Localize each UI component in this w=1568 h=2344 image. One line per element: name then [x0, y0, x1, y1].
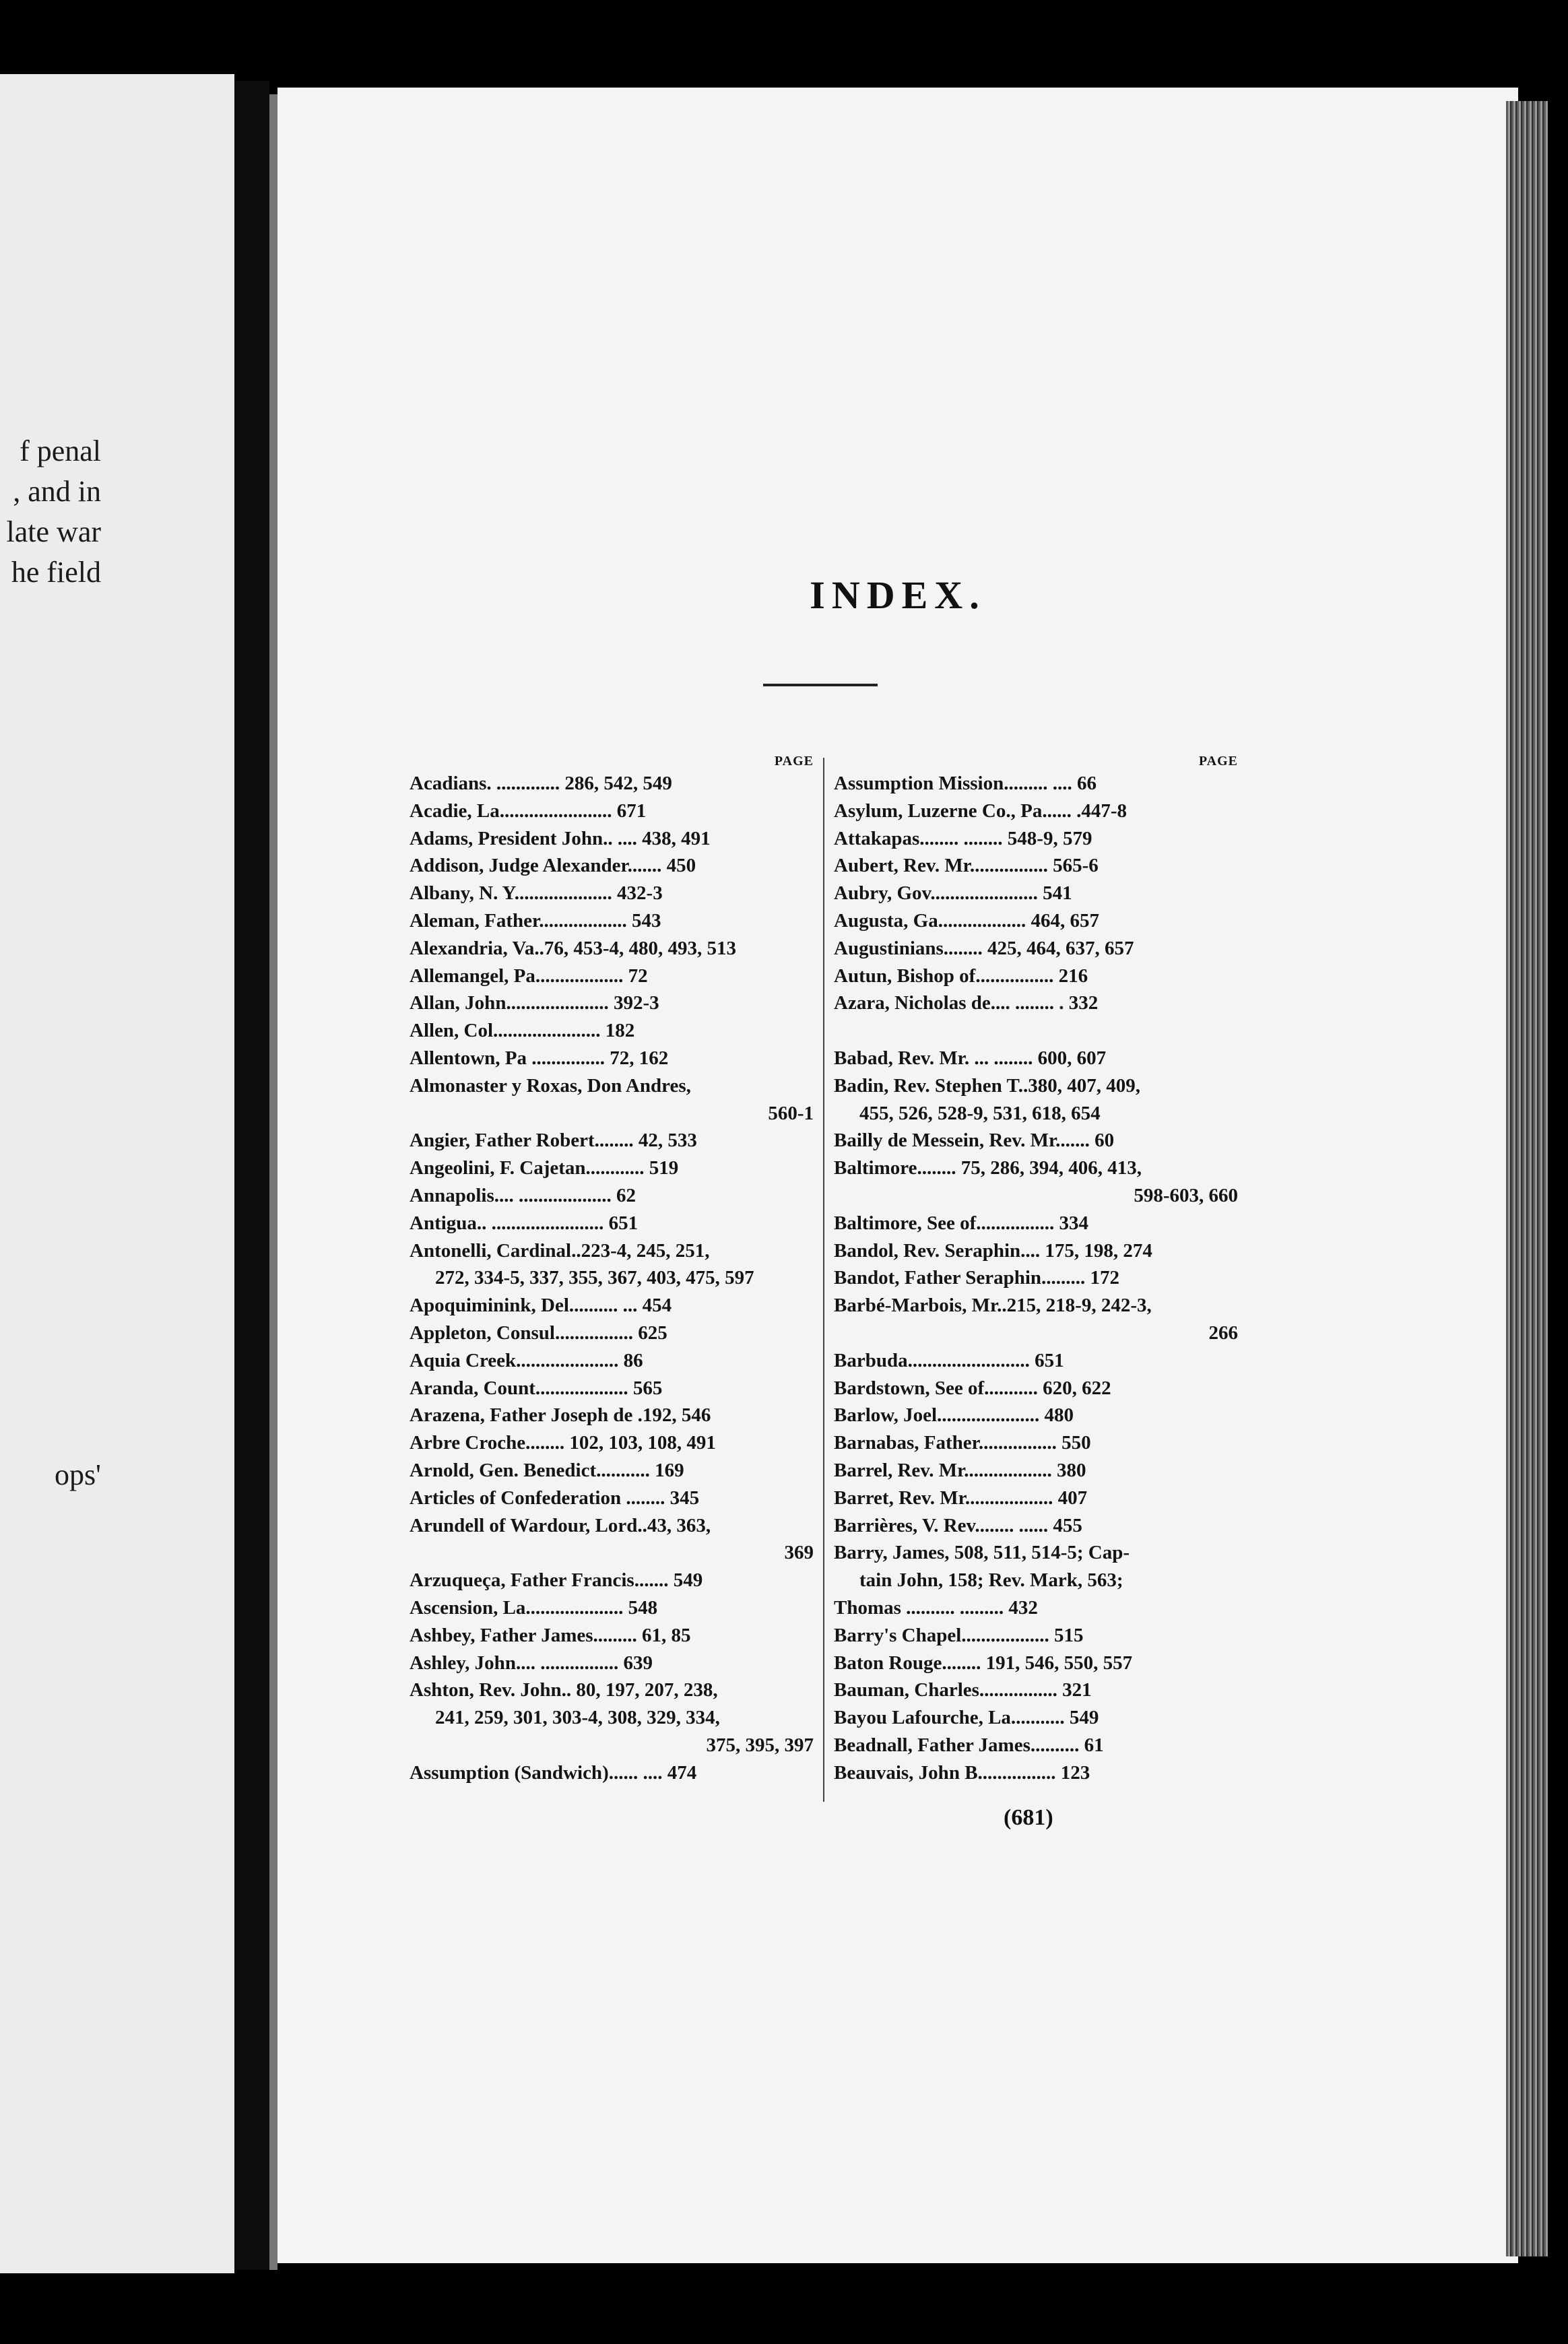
index-entry: Arbre Croche........ 102, 103, 108, 491	[410, 1432, 716, 1454]
index-entry: tain John, 158; Rev. Mark, 563;	[859, 1569, 1123, 1592]
index-entry: Adams, President John.. .... 438, 491	[410, 827, 711, 849]
index-entry: Albany, N. Y.................... 432-3	[410, 882, 663, 905]
index-entry: Bailly de Messein, Rev. Mr....... 60	[834, 1130, 1115, 1152]
column-divider	[823, 758, 824, 1802]
index-entry: Barbé-Marbois, Mr..215, 218-9, 242-3,	[834, 1295, 1152, 1317]
index-entries-right	[834, 770, 1238, 1786]
previous-page	[0, 74, 234, 2273]
index-entry: Asylum, Luzerne Co., Pa...... .447-8	[834, 800, 1127, 822]
index-entry: Appleton, Consul................ 625	[410, 1322, 667, 1344]
index-entry: Badin, Rev. Stephen T..380, 407, 409,	[834, 1074, 1140, 1097]
index-entry: Bardstown, See of........... 620, 622	[834, 1377, 1111, 1399]
index-entry: Autun, Bishop of................ 216	[834, 965, 1088, 987]
index-entry: Aranda, Count................... 565	[410, 1377, 663, 1399]
index-column-left	[410, 752, 814, 1786]
gutter-shadow	[269, 94, 277, 2270]
index-entry: Barnabas, Father................ 550	[834, 1432, 1091, 1454]
column-header: PAGE	[774, 754, 814, 769]
title-rule	[763, 684, 878, 686]
index-entry: Bayou Lafourche, La........... 549	[834, 1707, 1099, 1729]
index-entry: Bauman, Charles................ 321	[834, 1679, 1092, 1701]
page-edge	[1506, 101, 1548, 2256]
index-entry: Babad, Rev. Mr. ... ........ 600, 607	[834, 1047, 1107, 1069]
index-entry: Baltimore, See of................ 334	[834, 1212, 1089, 1234]
index-entry: Attakapas........ ........ 548-9, 579	[834, 827, 1092, 849]
index-entry: Barbuda......................... 651	[834, 1349, 1064, 1371]
index-entry: Apoquiminink, Del.......... ... 454	[410, 1295, 672, 1317]
index-entry: Almonaster y Roxas, Don Andres,	[410, 1074, 691, 1097]
index-entry: Acadie, La....................... 671	[410, 800, 647, 822]
index-entry: Ashton, Rev. John.. 80, 197, 207, 238,	[410, 1679, 718, 1701]
index-entry: Allentown, Pa ............... 72, 162	[410, 1047, 669, 1069]
previous-page-fragment: he field	[11, 556, 101, 589]
index-entry: Annapolis.... ................... 62	[410, 1184, 636, 1206]
index-entry: Assumption (Sandwich)...... .... 474	[410, 1761, 697, 1784]
index-entry: Allen, Col...................... 182	[410, 1020, 635, 1042]
index-entry: Arnold, Gen. Benedict........... 169	[410, 1459, 684, 1481]
index-entry: 241, 259, 301, 303-4, 308, 329, 334,	[435, 1707, 720, 1729]
index-entry: Arundell of Wardour, Lord..43, 363,	[410, 1514, 711, 1536]
index-entry: Ashbey, Father James......... 61, 85	[410, 1624, 691, 1646]
index-entry: Arazena, Father Joseph de .192, 546	[410, 1404, 711, 1427]
index-entry: Ashley, John.... ................ 639	[410, 1652, 653, 1674]
index-entry: Aquia Creek..................... 86	[410, 1349, 643, 1371]
index-entry: Antigua.. ....................... 651	[410, 1212, 639, 1234]
index-entry: Barry, James, 508, 511, 514-5; Cap-	[834, 1542, 1130, 1564]
index-entry: Aubry, Gov...................... 541	[834, 882, 1072, 905]
index-entry: 598-603, 660	[1134, 1184, 1238, 1206]
previous-page-fragment: , and in	[13, 475, 101, 508]
index-entry: Barrières, V. Rev........ ...... 455	[834, 1514, 1082, 1536]
index-entry: Barrel, Rev. Mr.................. 380	[834, 1459, 1086, 1481]
previous-page-fragment: ops'	[54, 1458, 101, 1491]
index-entry: Thomas .......... ......... 432	[834, 1596, 1038, 1619]
index-entry: 266	[1208, 1322, 1238, 1344]
index-entry: Addison, Judge Alexander....... 450	[410, 855, 696, 877]
column-header: PAGE	[1198, 754, 1238, 769]
index-entry: Allemangel, Pa.................. 72	[410, 965, 648, 987]
index-column-right	[834, 752, 1238, 1786]
book-gutter	[234, 81, 269, 2270]
index-entry: Barlow, Joel..................... 480	[834, 1404, 1074, 1427]
index-entry: Aubert, Rev. Mr................ 565-6	[834, 855, 1099, 877]
index-entry: Angeolini, F. Cajetan............ 519	[410, 1157, 679, 1179]
index-entry: Alexandria, Va..76, 453-4, 480, 493, 513	[410, 937, 736, 959]
index-entry: Augustinians........ 425, 464, 637, 657	[834, 937, 1134, 959]
page-number: (681)	[1004, 1805, 1053, 1830]
index-entry: Barret, Rev. Mr.................. 407	[834, 1487, 1088, 1509]
index-entry: Barry's Chapel.................. 515	[834, 1624, 1084, 1646]
index-entry: 560-1	[768, 1102, 814, 1124]
index-entry: 272, 334-5, 337, 355, 367, 403, 475, 597	[435, 1267, 754, 1289]
index-entry: Antonelli, Cardinal..223-4, 245, 251,	[410, 1239, 710, 1262]
index-entry: 375, 395, 397	[706, 1734, 814, 1756]
index-entry: Baltimore........ 75, 286, 394, 406, 413,	[834, 1157, 1142, 1179]
index-entry	[834, 1017, 1238, 1045]
index-entry: Aleman, Father.................. 543	[410, 909, 661, 932]
index-entry: Articles of Confederation ........ 345	[410, 1487, 700, 1509]
previous-page-fragment: f penal	[20, 434, 101, 467]
index-entry: Allan, John..................... 392-3	[410, 992, 659, 1014]
index-entry: Azara, Nicholas de.... ........ . 332	[834, 992, 1099, 1014]
index-entry: Arzuqueça, Father Francis....... 549	[410, 1569, 703, 1592]
previous-page-fragment: late war	[6, 515, 101, 548]
index-entry: Ascension, La.................... 548	[410, 1596, 658, 1619]
index-entry: Beauvais, John B................ 123	[834, 1761, 1090, 1784]
page-title: INDEX.	[810, 573, 986, 617]
index-entry: 369	[784, 1542, 814, 1564]
index-entry: Beadnall, Father James.......... 61	[834, 1734, 1104, 1756]
index-entry: 455, 526, 528-9, 531, 618, 654	[859, 1102, 1101, 1124]
index-entries-left	[410, 770, 814, 1786]
index-entry: Baton Rouge........ 191, 546, 550, 557	[834, 1652, 1133, 1674]
index-entry: Angier, Father Robert........ 42, 533	[410, 1130, 697, 1152]
index-entry: Bandot, Father Seraphin......... 172	[834, 1267, 1120, 1289]
index-entry: Augusta, Ga.................. 464, 657	[834, 909, 1099, 932]
index-entry: Bandol, Rev. Seraphin.... 175, 198, 274	[834, 1239, 1152, 1262]
index-entry: Acadians. ............. 286, 542, 549	[410, 773, 672, 794]
index-entry: Assumption Mission......... .... 66	[834, 773, 1097, 794]
